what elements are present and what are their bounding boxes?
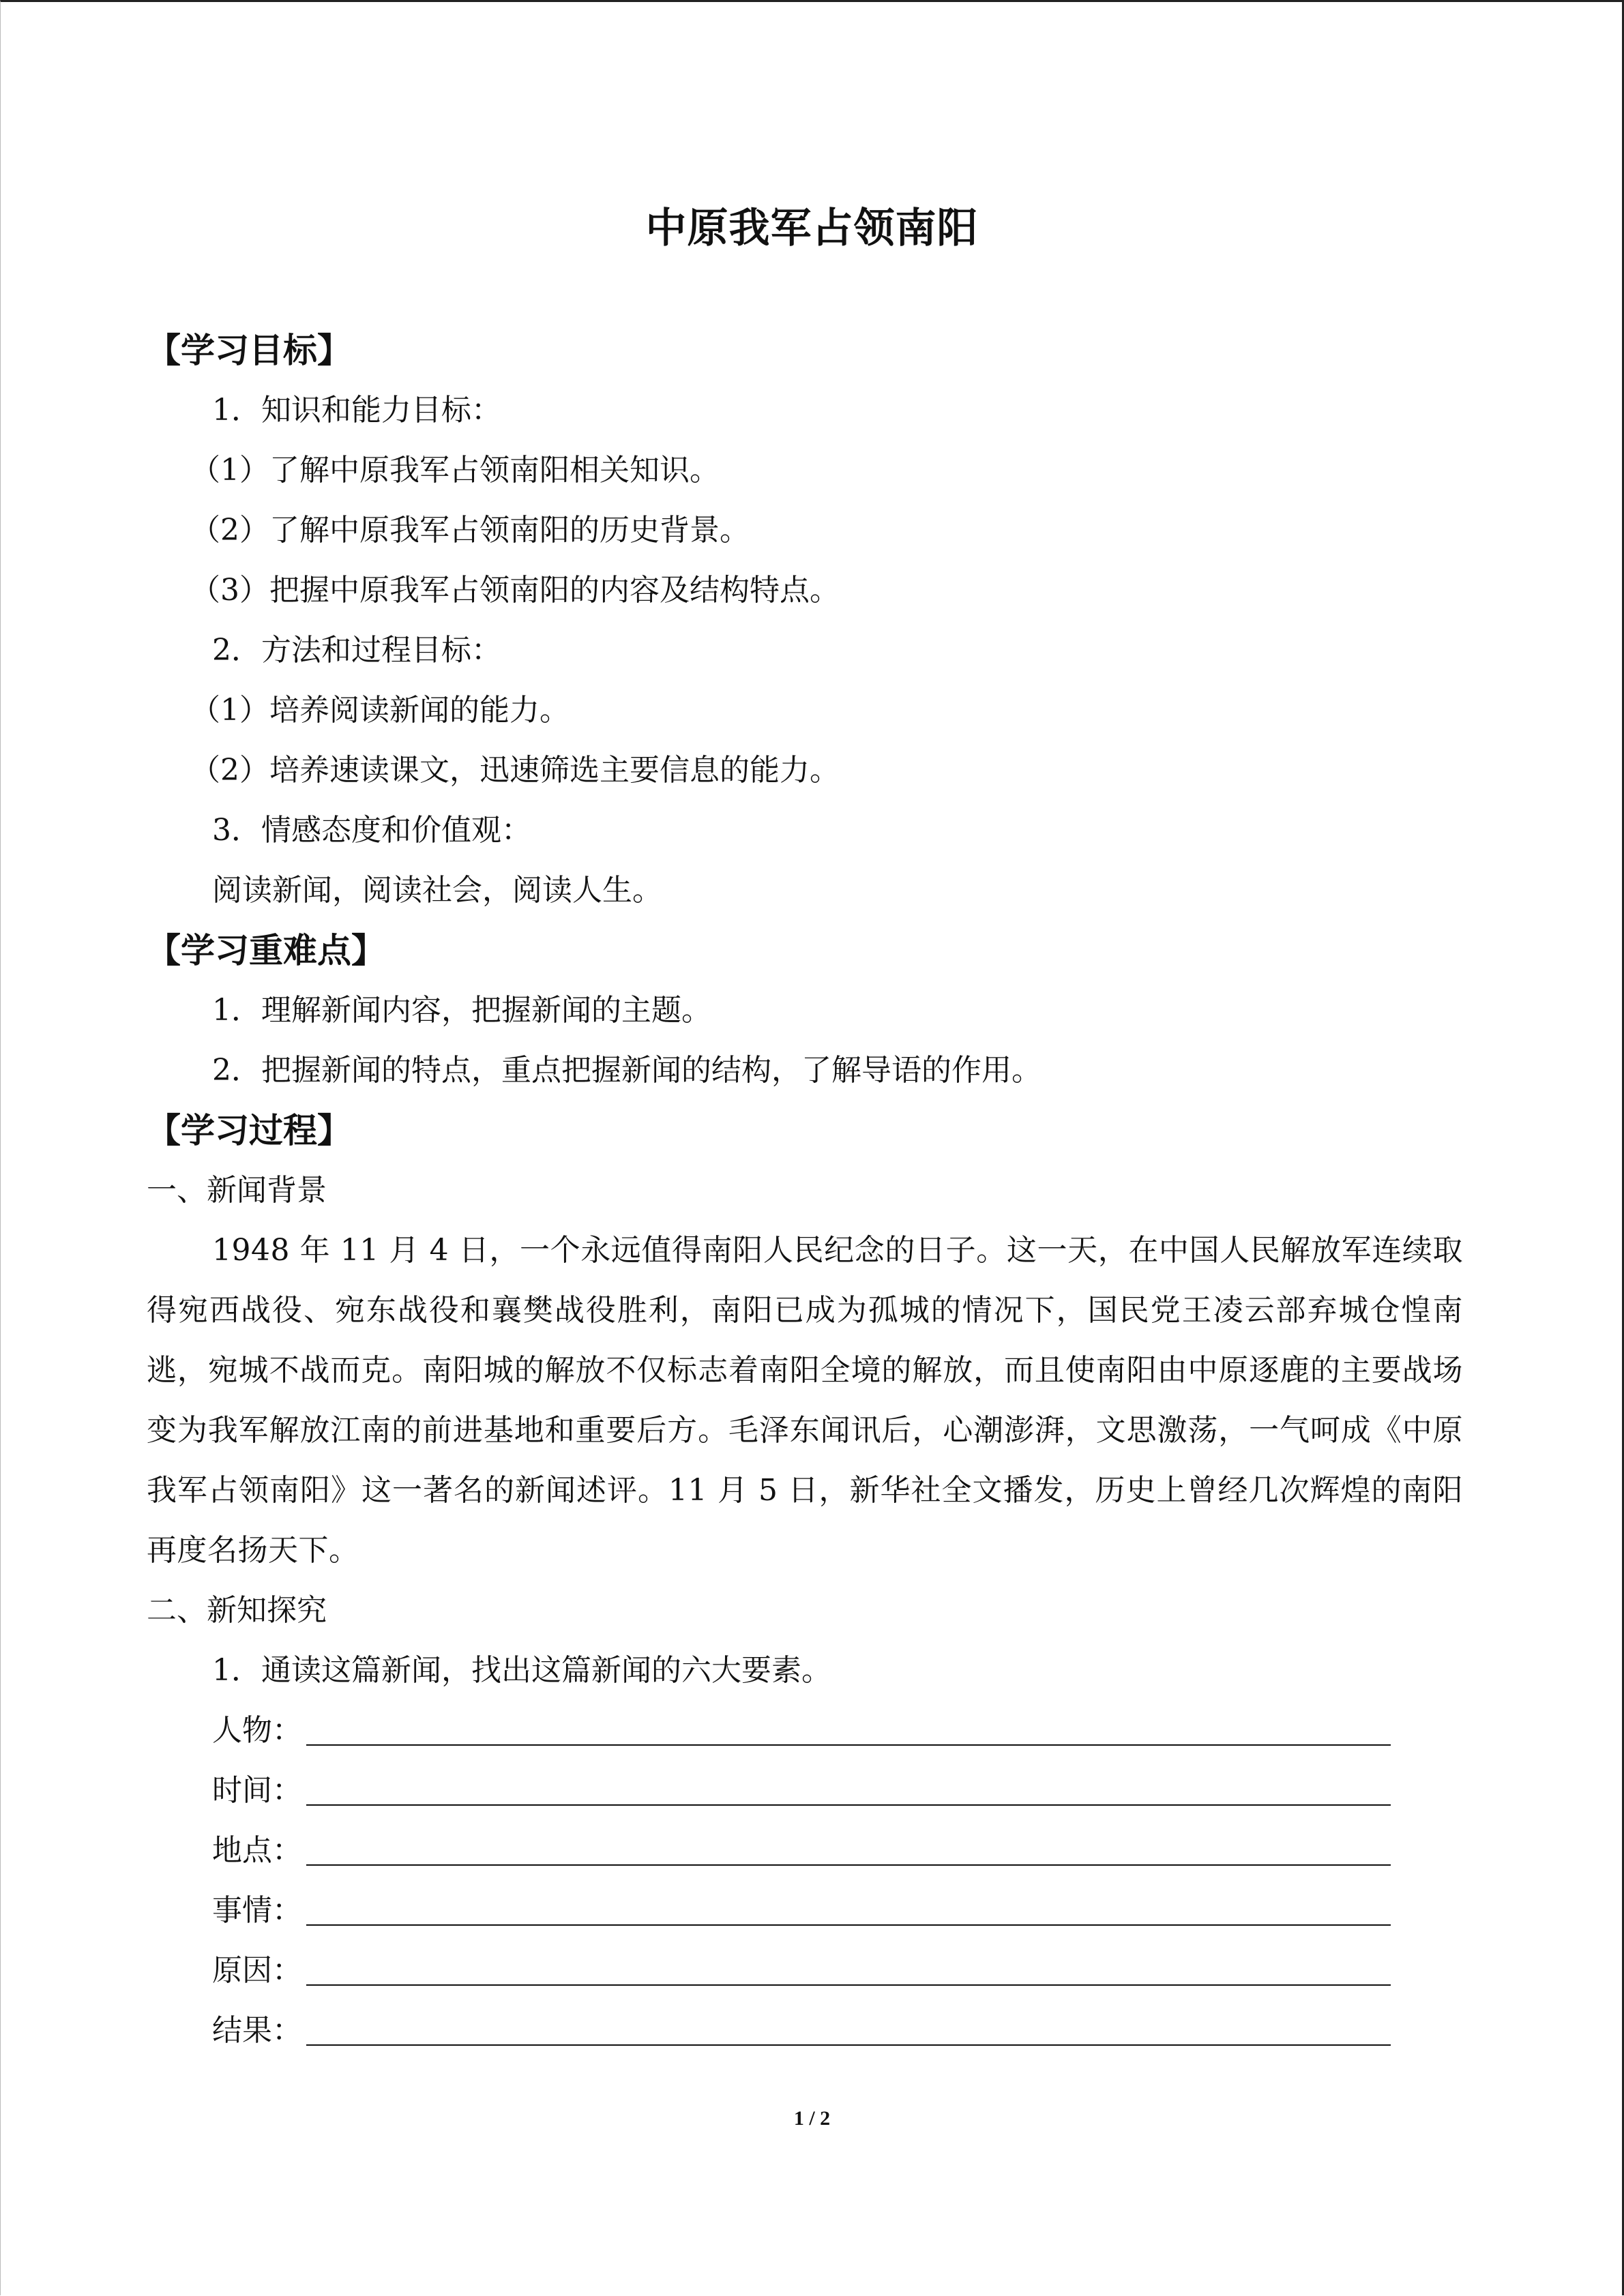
field-row-result [147,2001,1463,2061]
background-paragraph: 1948 年 11 月 4 日，一个永远值得南阳人民纪念的日子。这一天，在中国人民解放军连续取得宛西战役、宛东战役和襄樊战役胜利，南阳已成为孤城的情况下，国民党王凌云部弃城仓惶南逃，宛城不战而克。南阳城的解放不仅标志着南阳全境的解放，而且使南阳由中原逐鹿的主要战场变为我军解放江南的前进基地和重要后方。毛泽东闻讯后，心潮澎湃，文思激荡，一气呵成《中原我军占领南阳》这一著名的新闻述评。11 月 5 日，新华社全文播发，历史上曾经几次辉煌的南阳再度名扬天下。 [147,1233,1463,1568]
goal-line: （1）培养阅读新闻的能力。 [190,693,570,728]
answer-blank[interactable] [306,1897,1391,1926]
goal-line: （1）了解中原我军占领南阳相关知识。 [190,453,720,488]
document-body [147,320,1463,2061]
goal-line: （3）把握中原我军占领南阳的内容及结构特点。 [190,573,840,608]
answer-blank[interactable] [306,1837,1391,1866]
field-row-person [147,1701,1463,1761]
goal-line: 3．情感态度和价值观： [212,813,531,848]
key-point-line: 1．理解新闻内容，把握新闻的主题。 [212,993,711,1028]
field-label: 时间： [212,1773,302,1808]
field-row-time [147,1761,1463,1821]
section-heading-key-points: 【学习重难点】 [147,931,385,970]
part-title-exploration: 二、新知探究 [147,1593,327,1628]
key-point-line: 2．把握新闻的特点，重点把握新闻的结构，了解导语的作用。 [212,1053,1042,1088]
goal-line: （2）了解中原我军占领南阳的历史背景。 [190,513,750,548]
section-heading-goals: 【学习目标】 [147,331,351,370]
answer-blank[interactable] [306,2017,1391,2046]
goal-line: 阅读新闻，阅读社会，阅读人生。 [212,873,662,908]
goal-line: （2）培养速读课文，迅速筛选主要信息的能力。 [190,753,840,788]
goal-line: 1．知识和能力目标： [212,393,501,428]
document-title: 中原我军占领南阳 [645,205,979,252]
answer-blank[interactable] [306,1777,1391,1806]
field-row-place [147,1821,1463,1881]
field-row-cause [147,1941,1463,2001]
field-label: 地点： [212,1833,302,1868]
question-1: 1．通读这篇新闻，找出这篇新闻的六大要素。 [212,1653,831,1688]
section-heading-process: 【学习过程】 [147,1111,351,1150]
field-label: 事情： [212,1893,302,1928]
part-title-background: 一、新闻背景 [147,1173,327,1208]
field-row-event [147,1881,1463,1941]
page-number: 1 / 2 [793,2107,831,2130]
field-label: 原因： [212,1953,302,1988]
goal-line: 2．方法和过程目标： [212,633,501,668]
answer-blank[interactable] [306,1957,1391,1986]
field-label: 人物： [212,1713,302,1748]
answer-blank[interactable] [306,1717,1391,1746]
field-label: 结果： [212,2013,302,2048]
